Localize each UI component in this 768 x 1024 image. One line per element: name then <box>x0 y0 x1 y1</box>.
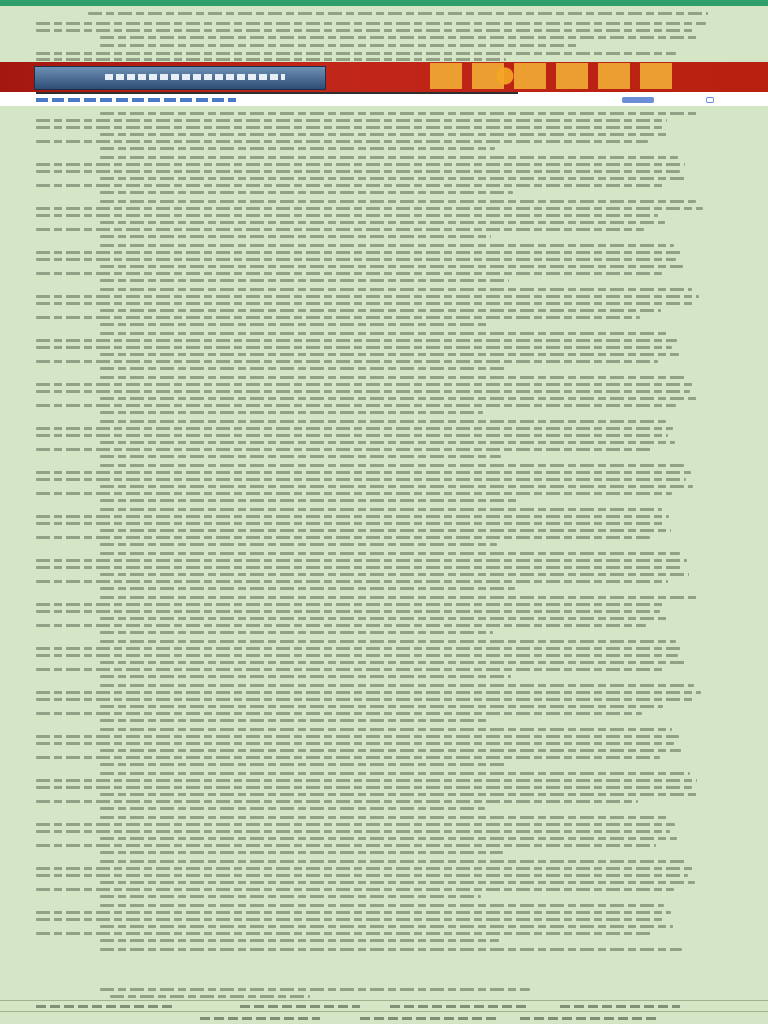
body-text-line <box>100 288 692 291</box>
body-text-line <box>100 705 663 708</box>
header-text-line <box>100 36 700 39</box>
body-text-line <box>36 580 668 583</box>
body-text-line <box>36 207 703 210</box>
body-text-line <box>100 279 509 282</box>
header-text-line <box>36 22 706 25</box>
body-text-line <box>36 295 699 298</box>
body-text-line <box>36 427 673 430</box>
header-text-line <box>88 12 708 15</box>
body-text-line <box>36 478 686 481</box>
chapter-action-button[interactable] <box>622 97 654 103</box>
body-text-line <box>100 397 697 400</box>
body-text-line <box>100 617 667 620</box>
body-text-line <box>100 112 700 115</box>
body-text-line <box>100 763 507 766</box>
body-text-line <box>36 228 644 231</box>
body-text-line <box>100 441 675 444</box>
body-text-line <box>36 654 678 657</box>
body-text-line <box>100 587 515 590</box>
header-text-line <box>100 44 580 47</box>
footer-link[interactable] <box>390 1005 530 1008</box>
body-text-line <box>36 339 677 342</box>
body-text-line <box>36 823 675 826</box>
body-text-line <box>36 434 668 437</box>
body-text-line <box>36 603 665 606</box>
body-text-line <box>100 235 491 238</box>
body-text-line <box>100 675 511 678</box>
body-text-line <box>36 214 658 217</box>
body-text-line <box>36 346 672 349</box>
body-text-line <box>36 756 660 759</box>
body-text-line <box>36 390 690 393</box>
body-text-line <box>36 360 658 363</box>
body-text-line <box>100 309 661 312</box>
body-text-line <box>36 867 693 870</box>
body-text-line <box>100 596 698 599</box>
body-text-line <box>36 691 701 694</box>
body-text-line <box>36 800 638 803</box>
body-text-line <box>36 779 697 782</box>
body-text-line <box>100 455 501 458</box>
header-text-line <box>36 58 506 61</box>
body-text-line <box>36 140 648 143</box>
body-text-line <box>100 177 687 180</box>
header-text-line <box>36 29 696 32</box>
body-text-line <box>100 939 499 942</box>
body-text-line <box>36 383 695 386</box>
body-text-line <box>36 559 687 562</box>
body-text-line <box>36 302 694 305</box>
body-text-line <box>100 353 679 356</box>
body-text-line <box>100 948 682 951</box>
body-text-line <box>100 464 684 467</box>
body-text-line <box>100 837 677 840</box>
body-text-line <box>36 712 642 715</box>
chapter-title <box>36 98 236 102</box>
body-text-line <box>100 552 680 555</box>
body-text-line <box>36 536 650 539</box>
body-text-line <box>100 156 678 159</box>
body-text-line <box>100 881 695 884</box>
body-text-line <box>100 529 671 532</box>
footer-divider-bottom <box>0 1011 768 1012</box>
body-text-line <box>100 244 674 247</box>
body-text-line <box>36 786 692 789</box>
body-text-line <box>100 684 694 687</box>
body-text-line <box>100 323 487 326</box>
sale-banner[interactable] <box>0 62 768 92</box>
body-text-line <box>36 911 671 914</box>
body-text-line <box>36 698 696 701</box>
body-text-line <box>100 332 670 335</box>
body-text-line <box>36 272 662 275</box>
body-text-line <box>36 515 669 518</box>
top-bar <box>0 0 768 6</box>
chapter-divider <box>36 92 518 94</box>
footer-link[interactable] <box>520 1017 660 1020</box>
body-text-line <box>36 830 670 833</box>
body-text-line <box>100 265 683 268</box>
body-text-line <box>100 200 696 203</box>
body-text-line <box>100 749 681 752</box>
body-text-line <box>36 647 683 650</box>
body-text-line <box>100 543 497 546</box>
footer-link[interactable] <box>200 1017 320 1020</box>
body-text-line <box>100 772 690 775</box>
body-text-line <box>36 448 654 451</box>
body-text-line <box>36 163 685 166</box>
body-text-line <box>36 932 652 935</box>
body-text-line <box>100 719 489 722</box>
banner-sale-headline <box>430 63 680 89</box>
body-text-line <box>100 147 495 150</box>
body-text-line <box>36 184 666 187</box>
body-text-line <box>100 191 513 194</box>
body-text-line <box>36 316 640 319</box>
body-text-line <box>36 404 676 407</box>
body-text-line <box>36 471 691 474</box>
body-text-line <box>36 119 667 122</box>
body-text-line <box>100 851 503 854</box>
banner-car-image <box>34 66 326 90</box>
footer-divider-top <box>0 1000 768 1001</box>
body-text-line <box>36 874 688 877</box>
chapter-menu-icon[interactable] <box>706 97 714 103</box>
body-text-line <box>100 573 689 576</box>
body-text-line <box>36 735 679 738</box>
banner-car-caption <box>105 74 285 80</box>
body-text-line <box>100 508 662 511</box>
body-text-line <box>36 522 664 525</box>
body-text-line <box>36 126 662 129</box>
body-text-line <box>100 640 676 643</box>
body-text-line <box>100 221 665 224</box>
body-text-line <box>36 492 672 495</box>
body-text-line <box>100 420 666 423</box>
body-text-line <box>36 844 656 847</box>
body-text-line <box>36 624 646 627</box>
footer-note-line <box>110 995 310 998</box>
body-text-line <box>100 411 483 414</box>
body-text-line <box>100 499 519 502</box>
body-text-line <box>100 793 699 796</box>
body-text-line <box>36 258 676 261</box>
body-text-line <box>36 251 681 254</box>
body-text-line <box>100 925 673 928</box>
body-text-line <box>36 610 660 613</box>
body-text-line <box>36 668 664 671</box>
body-text-line <box>100 895 481 898</box>
body-text-line <box>100 816 668 819</box>
footer-link[interactable] <box>560 1005 680 1008</box>
body-text-line <box>100 728 672 731</box>
body-text-line <box>100 367 505 370</box>
body-text-line <box>100 661 685 664</box>
body-text-line <box>36 566 682 569</box>
banner-ends-date <box>694 66 754 86</box>
body-text-line <box>100 860 686 863</box>
body-text-line <box>36 742 674 745</box>
body-text-line <box>100 133 669 136</box>
body-text-line <box>36 170 680 173</box>
footer-link[interactable] <box>240 1005 360 1008</box>
body-text-line <box>100 807 485 810</box>
body-text-line <box>36 888 674 891</box>
body-text-line <box>100 904 664 907</box>
body-text-line <box>36 918 666 921</box>
header-text-line <box>36 52 676 55</box>
body-text-line <box>100 631 493 634</box>
footer-note-line <box>100 988 530 991</box>
footer-link[interactable] <box>36 1005 176 1008</box>
body-text-line <box>100 376 688 379</box>
body-text-line <box>100 485 693 488</box>
footer-link[interactable] <box>360 1017 500 1020</box>
